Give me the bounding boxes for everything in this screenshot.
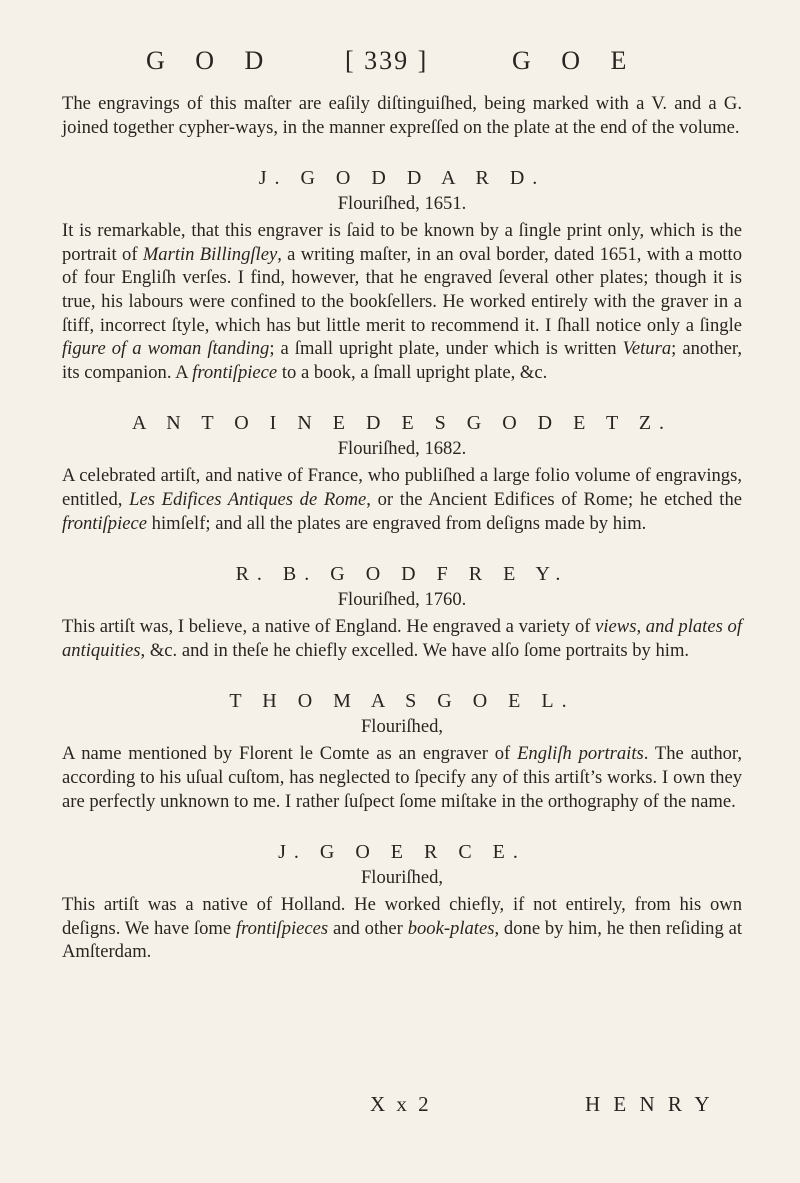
entry-heading: R. B. G O D F R E Y. (235, 563, 569, 586)
entry-date: Flouriſhed, 1682. (337, 438, 467, 460)
header-left: G O D (146, 46, 276, 75)
entry-paragraph (62, 742, 742, 813)
italic-run: frontiſpiece (192, 361, 278, 383)
entry-date: Flouriſhed, 1651. (337, 193, 467, 215)
text-run: himſelf; and all the plates are engraved from deſigns made by him. (147, 512, 647, 534)
signature-mark: X x 2 (370, 1092, 432, 1116)
text-run: . The author, according to his uſual cuſtom, has neglected to ſpecify any of this artiſt’s works. I own they are perfectly unknown to me. I rather ſuſpect ſome miſtake in the orthography of the name. (62, 743, 743, 812)
page-footer (0, 1092, 800, 1120)
text-run: , a writing maſter, in an oval border, dated 1651, with a motto of four Engliſh verſes. I find, however, that he engraved ſeveral other plates; though it is true, his labours were confined to the bookſellers. He worked entirely with the graver in a ſtiff, incorrect ſtyle, which has but little merit to recommend it. I ſhall notice only a ſingle (62, 243, 743, 336)
catchword: H E N R Y (585, 1092, 714, 1116)
text-run: ; another, its companion. A (62, 338, 742, 383)
italic-run: Vetura (622, 338, 672, 360)
entry-date: Flouriſhed, (360, 716, 444, 738)
text-run: This artiſt was a native of Holland. He worked chiefly, if not entirely, from his own deſigns. We have ſome (62, 894, 742, 939)
italic-run: frontiſpieces (235, 917, 329, 939)
text-run: A celebrated artiſt, and native of France, who publiſhed a large folio volume of engravings, entitled, (62, 465, 742, 510)
text-run: and other (328, 917, 408, 939)
entry-date: Flouriſhed, (360, 867, 444, 889)
entry-godfrey (62, 561, 742, 662)
running-header (0, 46, 800, 80)
entry-heading: T H O M A S G O E L. (229, 690, 575, 713)
page-number: [ 339 ] (345, 46, 429, 75)
entry-des-godetz (62, 410, 742, 535)
entry-paragraph (62, 219, 742, 384)
entry-heading: A N T O I N E D E S G O D E T Z. (131, 412, 673, 435)
header-right: G O E (512, 46, 639, 75)
entry-heading: J. G O D D A R D. (258, 167, 546, 190)
italic-run: book-plates (407, 917, 495, 939)
entry-paragraph (62, 615, 742, 662)
text-run: , &c. and in theſe he chiefly excelled. We have alſo ſome portraits by him. (140, 639, 690, 661)
entry-goel (62, 688, 742, 813)
entry-heading: J. G O E R C E. (278, 841, 526, 864)
text-run: It is remarkable, that this engraver is ſaid to be known by a ſingle print only, which is the portrait of (62, 220, 742, 265)
entry-goddard (62, 165, 742, 384)
italic-run: views, and plates of antiquities (62, 616, 742, 661)
italic-run: Engliſh portraits (517, 743, 644, 765)
italic-run: frontiſpiece (62, 512, 148, 534)
text-run: ; a ſmall upright plate, under which is written (269, 338, 623, 360)
text-run: A name mentioned by Florent le Comte as an engraver of (62, 743, 518, 765)
entry-date: Flouriſhed, 1760. (337, 589, 467, 611)
intro-paragraph: The engravings of this maſter are eaſily diſtinguiſhed, being marked with a V. and a G. joined together cypher-ways, in the manner expreſſed on the plate at the end of the volume. (62, 93, 742, 138)
entry-goerce (62, 839, 742, 964)
text-run: This artiſt was, I believe, a native of England. He engraved a variety of (62, 616, 596, 638)
text-run: , done by him, he then reſiding at Amſterdam. (62, 917, 742, 963)
entry-paragraph (62, 893, 742, 964)
italic-run: Martin Billingſley (142, 243, 278, 265)
entry-paragraph (62, 464, 742, 535)
italic-run: figure of a woman ſtanding (62, 338, 270, 360)
page-body (62, 92, 742, 964)
text-run: to a book, a ſmall upright plate, &c. (277, 361, 548, 383)
italic-run: Les Edifices Antiques de Rome (129, 488, 367, 510)
text-run: , or the Ancient Edifices of Rome; he etched the (366, 488, 743, 510)
